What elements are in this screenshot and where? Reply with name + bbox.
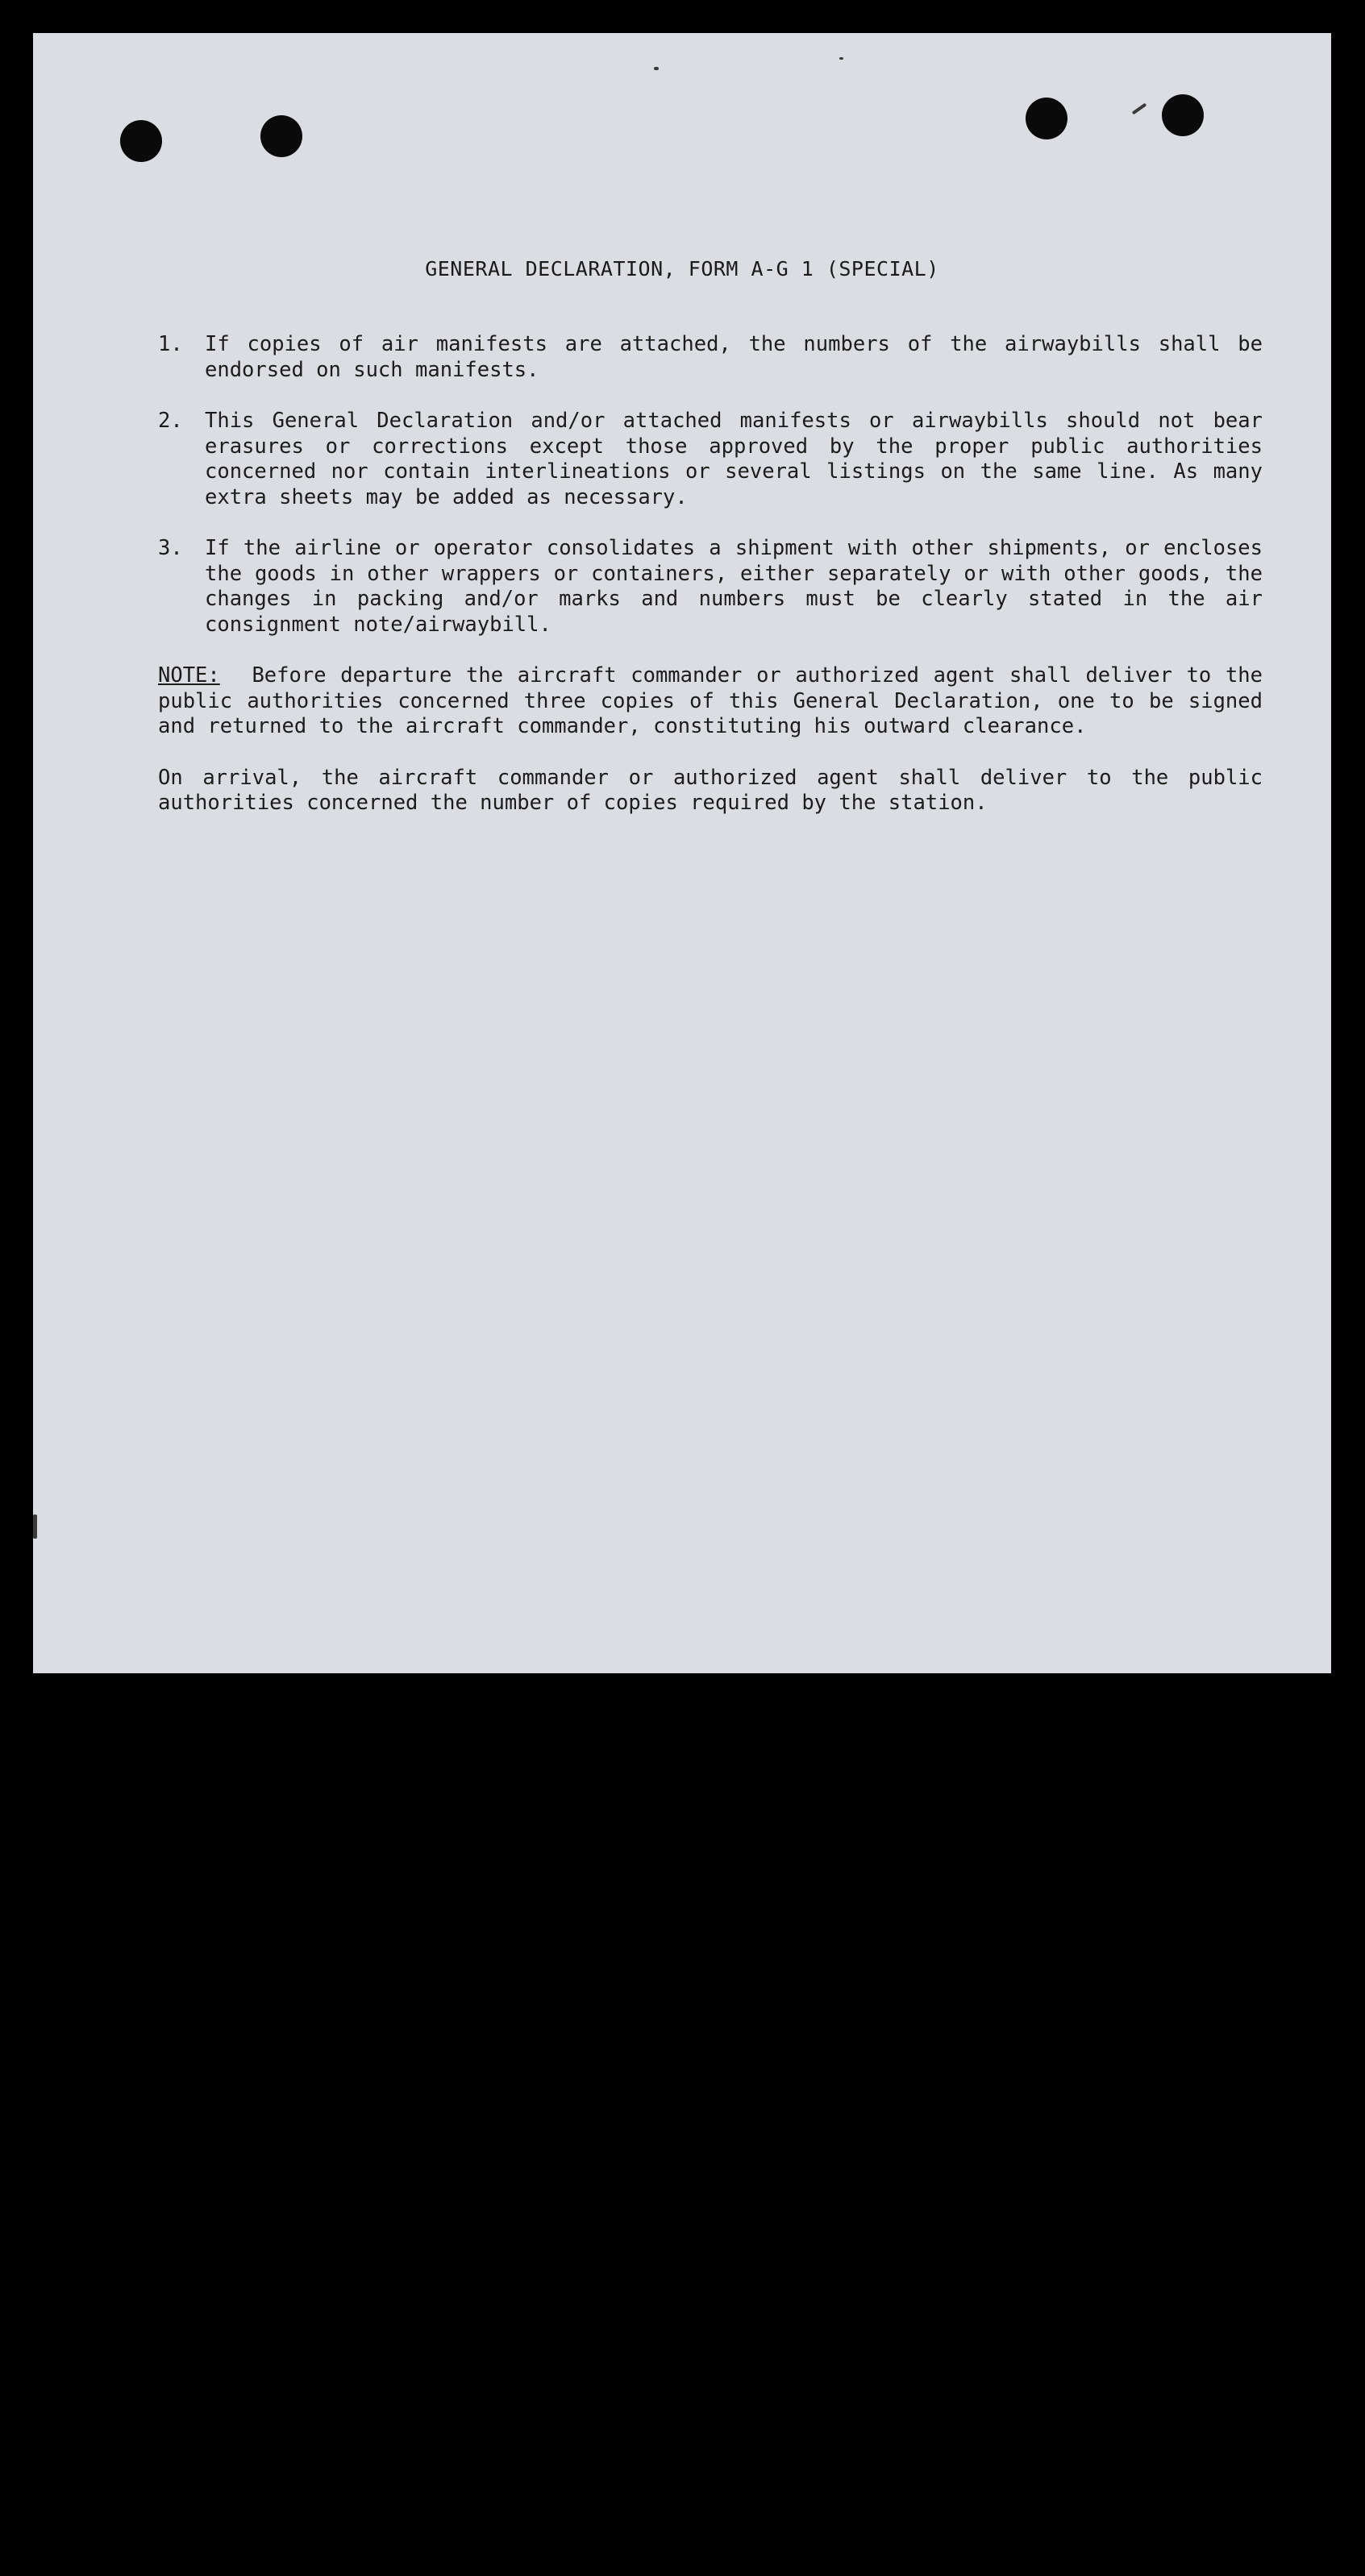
punch-hole (260, 115, 302, 157)
ink-mark (33, 1514, 37, 1539)
item-number: 3. (158, 536, 183, 560)
item-text: If the airline or operator consolidates a shipment with other shipments, or encloses the goods in other wrappers or containers, either separately or with other goods, the changes in packing and/or marks and numbers must be clearly stated in the air consignment note/airwaybill. (205, 536, 1263, 637)
item-number: 2. (158, 409, 183, 433)
item-number: 1. (158, 332, 183, 356)
punch-hole (1162, 94, 1204, 136)
arrival-paragraph: On arrival, the aircraft commander or authorized agent shall deliver to the public authorities concerned the number of copies required by the station. (158, 765, 1263, 815)
ink-mark (654, 67, 659, 70)
item-text: This General Declaration and/or attached manifests or airwaybills should not bear erasures or corrections except those approved by the proper public authorities concerned nor contain interlineations or several listings on the same line. As many extra sheets may be added as necessary. (205, 409, 1263, 509)
ink-mark (839, 57, 843, 60)
punch-hole (1026, 98, 1067, 139)
note-label: NOTE: (158, 663, 220, 688)
note-text: Before departure the aircraft commander or authorized agent shall deliver to the public authorities concerned three copies of this General Declaration, one to be signed and returned to the aircraft commander, constituting his outward clearance. (158, 663, 1263, 738)
list-item (158, 536, 1263, 638)
instructions-body (158, 332, 1263, 816)
note-paragraph (158, 663, 1263, 740)
ink-mark (1132, 103, 1147, 115)
item-text: If copies of air manifests are attached, the numbers of the airwaybills shall be endorsed on such manifests. (205, 332, 1263, 382)
document-page (33, 33, 1331, 1673)
punch-hole (120, 120, 162, 162)
list-item (158, 409, 1263, 510)
page-title: GENERAL DECLARATION, FORM A-G 1 (SPECIAL) (425, 257, 939, 280)
list-item (158, 332, 1263, 383)
